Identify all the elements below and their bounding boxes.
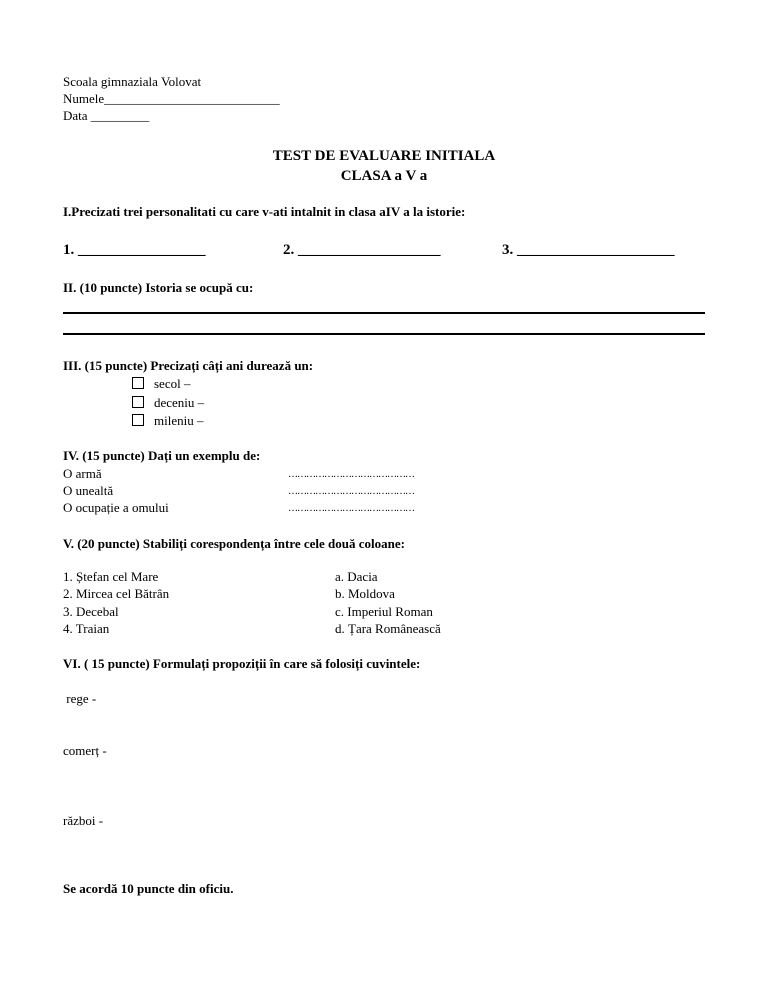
answer-rule-1: [63, 312, 705, 314]
answer-line-3: 3. _____________________: [502, 242, 675, 258]
checkbox-icon: [132, 396, 144, 408]
question-1: I.Precizati trei personalitati cu care v-ati intalnit in clasa aIV a la istorie:: [63, 204, 466, 219]
dotted-answer-line: ……………………………………: [288, 469, 414, 480]
test-class: CLASA a V a: [340, 168, 428, 184]
word-prompt: război -: [63, 813, 104, 828]
test-title: TEST DE EVALUARE INITIALA: [272, 148, 496, 164]
checklist-item: mileniu –: [132, 412, 203, 429]
dotted-answer-line: ……………………………………: [288, 503, 414, 514]
student-name-field: Numele___________________________: [63, 91, 280, 106]
match-left-item: 1. Ștefan cel Mare: [63, 569, 159, 584]
match-right-item: a. Dacia: [335, 569, 378, 584]
question-6: VI. ( 15 puncte) Formulați propoziții în care să folosiți cuvintele:: [63, 656, 421, 671]
checkbox-icon: [132, 377, 144, 389]
word-prompt: comerț -: [63, 743, 107, 758]
answer-rule-2: [63, 333, 705, 335]
match-right-item: c. Imperiul Roman: [335, 604, 433, 619]
question-3: III. (15 puncte) Precizați câți ani durează un:: [63, 358, 314, 373]
example-label: O unealtă: [63, 483, 114, 498]
school-name: Scoala gimnaziala Volovat: [63, 74, 202, 89]
example-label: O ocupație a omului: [63, 500, 169, 515]
checklist-item: secol –: [132, 375, 190, 392]
date-field: Data _________: [63, 108, 150, 123]
question-5: V. (20 puncte) Stabiliți corespondența între cele două coloane:: [63, 536, 405, 551]
checkbox-icon: [132, 414, 144, 426]
match-right-item: d. Țara Românească: [335, 621, 441, 636]
word-prompt: rege -: [63, 691, 97, 706]
dotted-answer-line: ……………………………………: [288, 486, 414, 497]
example-label: O armă: [63, 466, 102, 481]
question-2: II. (10 puncte) Istoria se ocupă cu:: [63, 280, 254, 295]
match-right-item: b. Moldova: [335, 586, 395, 601]
match-left-item: 2. Mircea cel Bătrân: [63, 586, 170, 601]
bonus-points-note: Se acordă 10 puncte din oficiu.: [63, 881, 234, 896]
match-left-item: 4. Traian: [63, 621, 110, 636]
answer-line-2: 2. ___________________: [283, 242, 441, 258]
question-4: IV. (15 puncte) Dați un exemplu de:: [63, 448, 261, 463]
match-left-item: 3. Decebal: [63, 604, 119, 619]
checklist-item: deceniu –: [132, 394, 204, 411]
answer-line-1: 1. _________________: [63, 242, 206, 258]
